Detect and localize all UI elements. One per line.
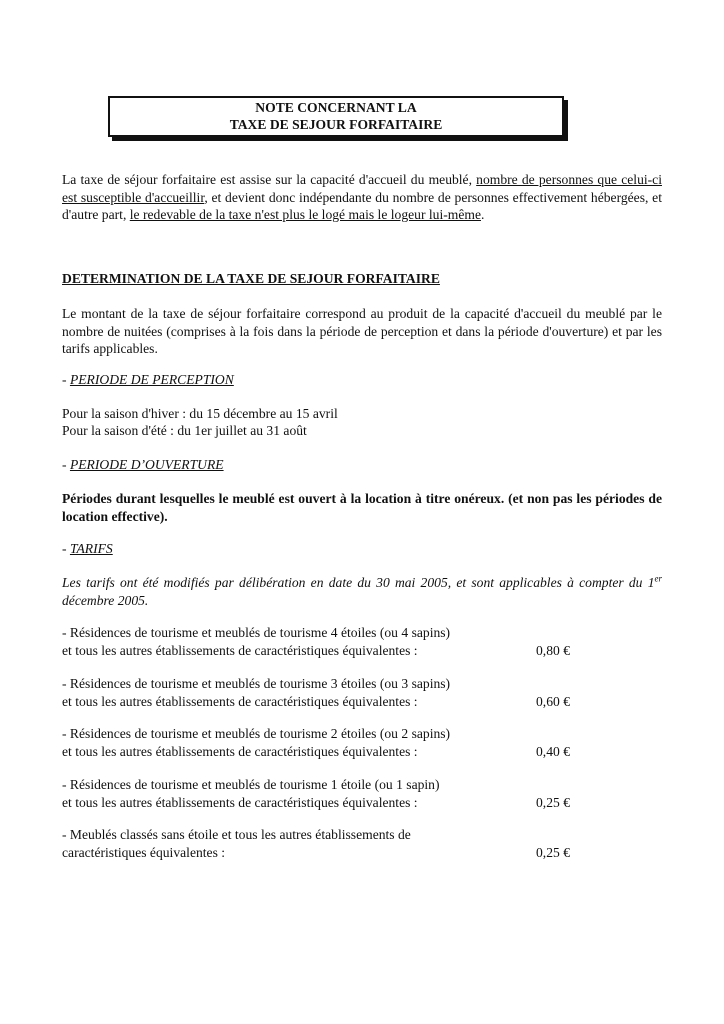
perception-summer: Pour la saison d'été : du 1er juillet au 31 août	[62, 423, 307, 438]
ouverture-label-text: PERIODE D’OUVERTURE	[69, 457, 224, 472]
ouverture-label	[62, 457, 224, 473]
tarif-item	[62, 826, 662, 861]
determination-paragraph: Le montant de la taxe de séjour forfaitaire correspond au produit de la capacité d'accueil du meublé par le nombre de nuitées (comprises à la fois dans la période de perception et dans la période d'ouverture) et par les tarifs applicables.	[62, 306, 662, 357]
intro-text-2: , et devient donc indépendante du nombre de personnes effectivement hébergées, et d'autre part,	[62, 189, 662, 223]
tarifs-note-text-1: Les tarifs ont été modifiés par délibération en date du 30 mai 2005, et sont applicables à compter du 1	[62, 575, 655, 590]
intro-text-1: La taxe de séjour forfaitaire est assise sur la capacité d'accueil du meublé,	[62, 172, 477, 187]
tarif-item-price: 0,25 €	[536, 794, 570, 810]
intro-text-3: .	[480, 207, 485, 223]
tarif-item-line-1: - Résidences de tourisme et meublés de tourisme 2 étoiles (ou 2 sapins)	[62, 726, 451, 741]
tarif-item	[62, 624, 662, 659]
title-line-2: TAXE DE SEJOUR FORFAITAIRE	[229, 117, 443, 132]
ouverture-dash: -	[62, 457, 70, 472]
tarif-item-line-1: - Résidences de tourisme et meublés de tourisme 4 étoiles (ou 4 sapins)	[62, 625, 451, 640]
title-box	[108, 96, 564, 137]
tarif-item-line-1: - Résidences de tourisme et meublés de tourisme 3 étoiles (ou 3 sapins)	[62, 676, 451, 691]
tarif-item-line-2: et tous les autres établissements de caractéristiques équivalentes :	[62, 642, 418, 658]
tarif-item-line-1: - Meublés classés sans étoile et tous les autres établissements de	[62, 827, 411, 842]
perception-label	[62, 372, 234, 388]
intro-paragraph	[62, 171, 662, 224]
tarif-item-line-2: et tous les autres établissements de caractéristiques équivalentes :	[62, 794, 418, 810]
perception-label-text: PERIODE DE PERCEPTION	[69, 372, 234, 387]
tarif-item-price: 0,60 €	[536, 693, 570, 709]
tarif-item-line-2: et tous les autres établissements de caractéristiques équivalentes :	[62, 693, 418, 709]
tarifs-dash: -	[62, 541, 70, 556]
determination-heading: DETERMINATION DE LA TAXE DE SEJOUR FORFAITAIRE	[62, 271, 440, 286]
tarif-item	[62, 675, 662, 710]
tarif-item-line-1: - Résidences de tourisme et meublés de tourisme 1 étoile (ou 1 sapin)	[62, 777, 440, 792]
perception-dash: -	[62, 372, 70, 387]
title-line-1: NOTE CONCERNANT LA	[255, 100, 417, 115]
perception-winter: Pour la saison d'hiver : du 15 décembre au 15 avril	[62, 406, 338, 421]
tarif-item	[62, 725, 662, 760]
intro-underlined-2: le redevable de la taxe n'est plus le logé mais le logeur lui-même	[129, 207, 481, 223]
tarif-item	[62, 776, 662, 811]
tarifs-label	[62, 541, 113, 557]
tarif-item-price: 0,40 €	[536, 743, 570, 759]
intro-underlined-1: nombre de personnes que celui-ci est susceptible d'accueillir	[62, 172, 662, 205]
ouverture-paragraph: Périodes durant lesquelles le meublé est ouvert à la location à titre onéreux. (et non pas les périodes de location effective).	[62, 491, 662, 524]
tarif-item-price: 0,80 €	[536, 642, 570, 658]
tarif-item-price: 0,25 €	[536, 844, 570, 860]
tarif-item-line-2: caractéristiques équivalentes :	[62, 844, 226, 860]
tarifs-note-sup: er	[654, 573, 662, 584]
tarifs-label-text: TARIFS	[69, 541, 113, 556]
tarifs-note	[62, 574, 662, 609]
tarif-item-line-2: et tous les autres établissements de caractéristiques équivalentes :	[62, 743, 418, 759]
tarifs-note-text-2: décembre 2005.	[62, 592, 149, 608]
